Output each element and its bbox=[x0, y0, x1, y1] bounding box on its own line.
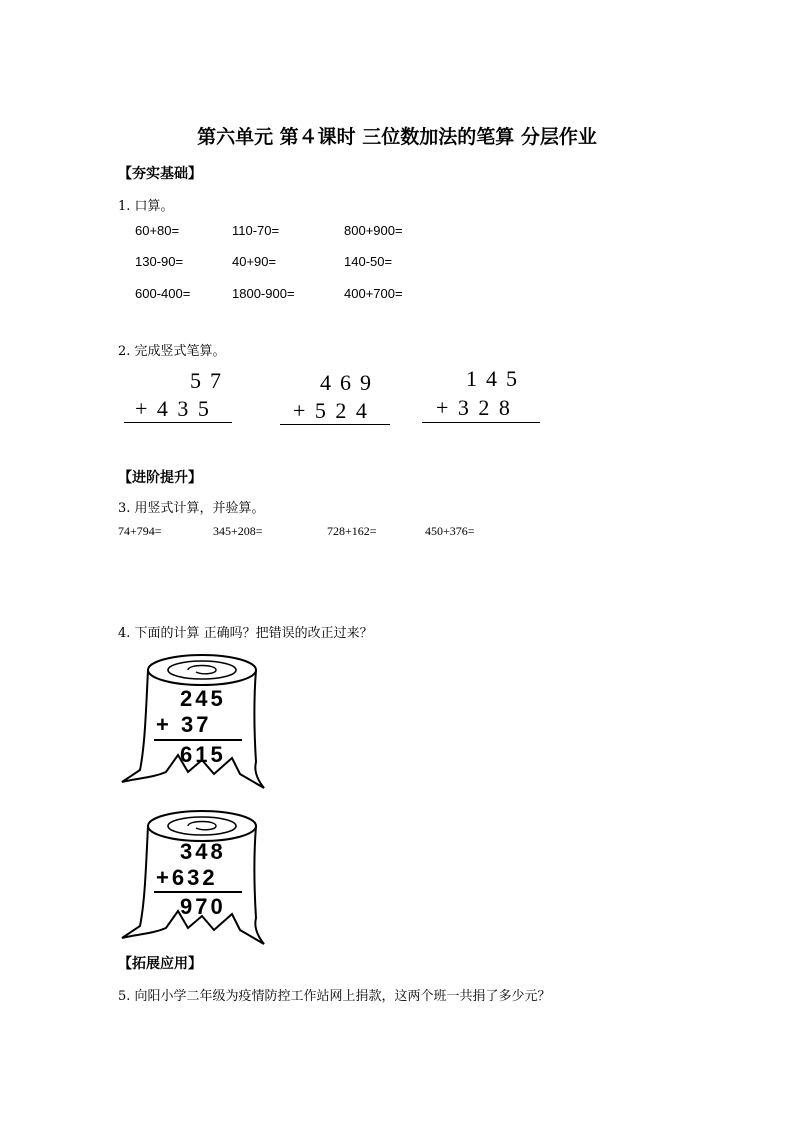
calc-item: 450+376= bbox=[425, 524, 475, 538]
oral-item: 140-50= bbox=[344, 254, 393, 269]
sum-line bbox=[280, 424, 390, 425]
stump-top-number: 348 bbox=[180, 839, 226, 864]
oral-item: 800+900= bbox=[344, 223, 403, 238]
vertical-addend: + 4 3 5 bbox=[135, 396, 209, 421]
question-1-label: 1. 口算。 bbox=[118, 199, 174, 214]
oral-item: 110-70= bbox=[232, 223, 280, 238]
stump-result: 970 bbox=[180, 894, 226, 919]
section-heading-basic: 【夯实基础】 bbox=[118, 166, 202, 182]
stump-addend: + 37 bbox=[156, 712, 212, 737]
stump-result: 615 bbox=[180, 742, 226, 767]
vertical-addend: + 3 2 8 bbox=[436, 395, 510, 420]
oral-item: 60+80= bbox=[135, 223, 180, 238]
calc-item: 345+208= bbox=[213, 524, 263, 538]
vertical-top-number: 145 bbox=[466, 366, 526, 391]
page-title: 第六单元 第４课时 三位数加法的笔算 分层作业 bbox=[197, 126, 597, 148]
stump-top-number: 245 bbox=[180, 686, 226, 711]
question-3-label: 3. 用竖式计算，并验算。 bbox=[118, 501, 265, 516]
question-2-label: 2. 完成竖式笔算。 bbox=[118, 344, 226, 359]
section-heading-advanced: 【进阶提升】 bbox=[118, 470, 202, 486]
sum-line bbox=[124, 422, 232, 423]
calc-item: 74+794= bbox=[118, 524, 162, 538]
vertical-top-number: 469 bbox=[320, 370, 380, 395]
sum-line bbox=[422, 422, 540, 423]
vertical-addend: + 5 2 4 bbox=[293, 398, 367, 423]
vertical-top-number: 57 bbox=[190, 368, 230, 393]
section-heading-extend: 【拓展应用】 bbox=[118, 956, 202, 972]
stump-addend: +632 bbox=[156, 865, 218, 890]
oral-item: 600-400= bbox=[135, 286, 191, 301]
question-5-label: 5. 向阳小学二年级为疫情防控工作站网上捐款，这两个班一共捐了多少元？ bbox=[118, 989, 551, 1004]
calc-item: 728+162= bbox=[327, 524, 377, 538]
question-4-label: 4. 下面的计算 正确吗？把错误的改正过来？ bbox=[118, 626, 373, 641]
oral-item: 400+700= bbox=[344, 286, 403, 301]
oral-item: 40+90= bbox=[232, 254, 277, 269]
oral-item: 1800-900= bbox=[232, 286, 295, 301]
oral-item: 130-90= bbox=[135, 254, 184, 269]
